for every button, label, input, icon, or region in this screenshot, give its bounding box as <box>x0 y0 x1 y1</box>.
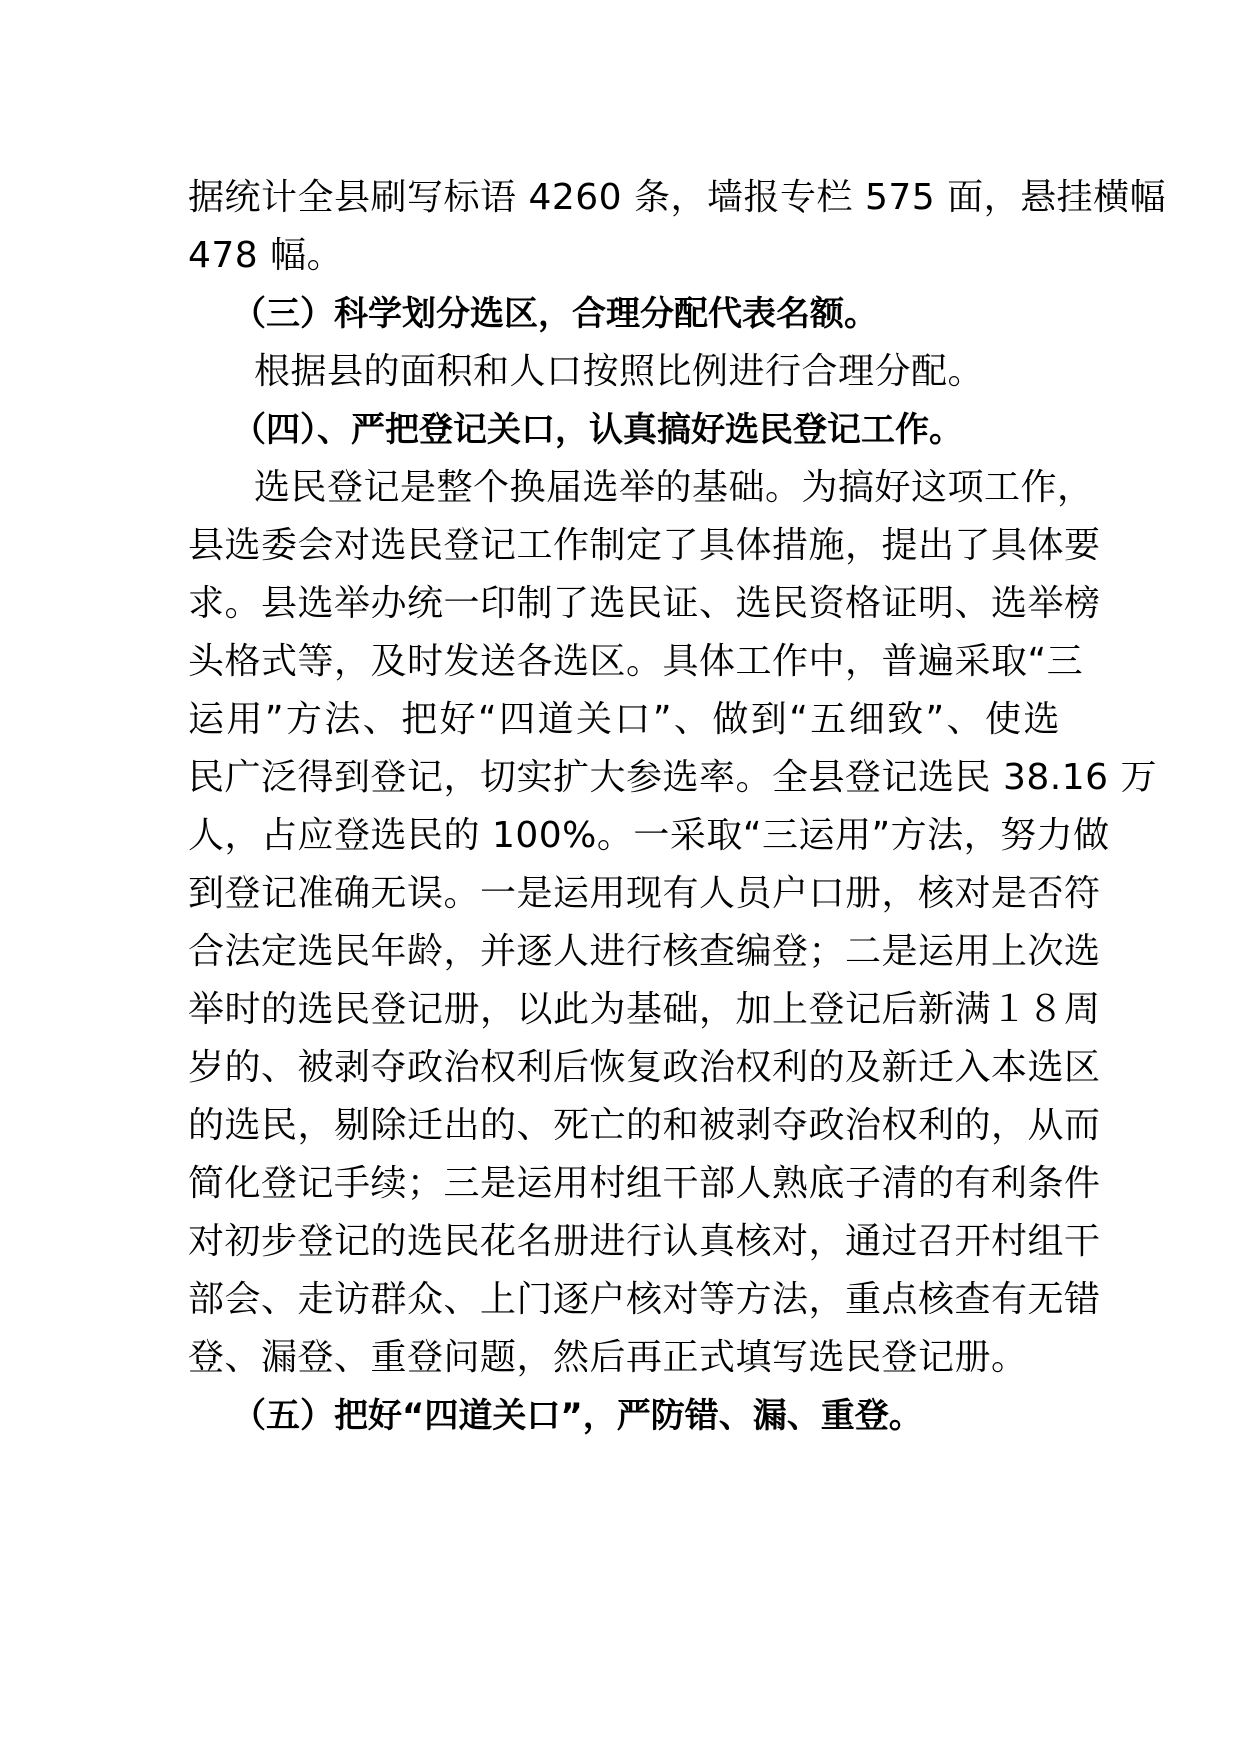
paragraph-line: 简化登记手续；三是运用村组干部人熟底子清的有利条件 <box>188 1163 1101 1204</box>
section-heading-5: （五）把好“四道关口”，严防错、漏、重登。 <box>232 1396 923 1436</box>
section-heading-4: （四）、严把登记关口，认真搞好选民登记工作。 <box>232 410 963 450</box>
paragraph-line: 运用”方法、把好“四道关口”、做到“五细致”、使选 <box>188 699 1060 740</box>
section-heading-3: （三）科学划分选区，合理分配代表名额。 <box>232 294 878 334</box>
paragraph-line: 岁的、被剥夺政治权利后恢复政治权利的及新迁入本选区 <box>188 1047 1101 1088</box>
paragraph-line: 求。县选举办统一印制了选民证、选民资格证明、选举榜 <box>188 583 1101 624</box>
paragraph-line: 部会、走访群众、上门逐户核对等方法，重点核查有无错 <box>188 1279 1101 1320</box>
paragraph-line: 选民登记是整个换届选举的基础。为搞好这项工作， <box>254 467 1094 508</box>
paragraph-line: 根据县的面积和人口按照比例进行合理分配。 <box>254 351 985 392</box>
paragraph-line: 举时的选民登记册，以此为基础，加上登记后新满１８周 <box>188 989 1101 1030</box>
paragraph-line: 合法定选民年龄，并逐人进行核查编登；二是运用上次选 <box>188 931 1101 972</box>
paragraph-line: 据统计全县刷写标语 4260 条，墙报专栏 575 面，悬挂横幅 <box>188 177 1167 218</box>
paragraph-line: 人，占应登选民的 100%。一采取“三运用”方法，努力做 <box>188 815 1110 856</box>
paragraph-line: 的选民，剔除迁出的、死亡的和被剥夺政治权利的，从而 <box>188 1105 1101 1146</box>
paragraph-line: 对初步登记的选民花名册进行认真核对，通过召开村组干 <box>188 1221 1101 1262</box>
paragraph-line: 到登记准确无误。一是运用现有人员户口册，核对是否符 <box>188 873 1101 914</box>
paragraph-line: 登、漏登、重登问题，然后再正式填写选民登记册。 <box>188 1337 1028 1378</box>
paragraph-line: 478 幅。 <box>188 235 344 276</box>
paragraph-line: 头格式等，及时发送各选区。具体工作中，普遍采取“三 <box>188 641 1084 682</box>
paragraph-line: 民广泛得到登记，切实扩大参选率。全县登记选民 38.16 万 <box>188 757 1157 798</box>
paragraph-line: 县选委会对选民登记工作制定了具体措施，提出了具体要 <box>188 525 1101 566</box>
